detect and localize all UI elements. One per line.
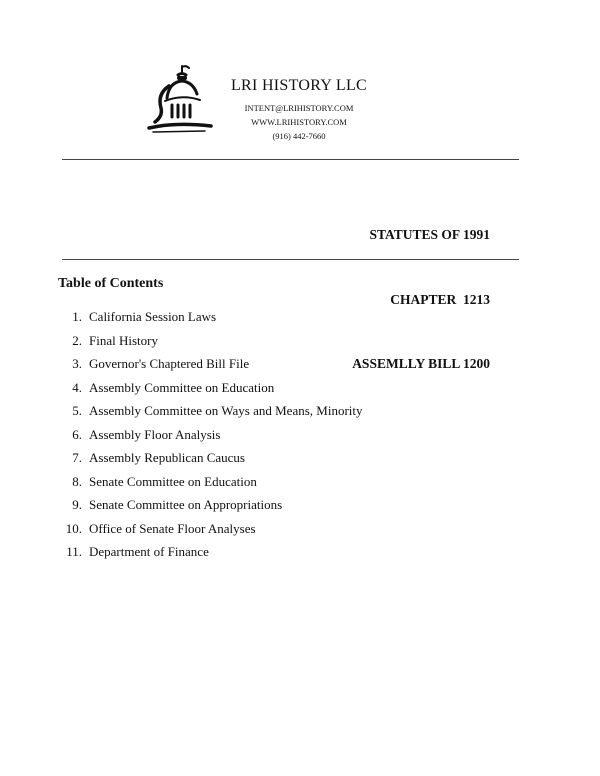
toc-item-number: 8. — [72, 473, 82, 489]
toc-title: Table of Contents — [58, 276, 164, 291]
toc-list — [62, 305, 363, 564]
company-website: WWW.LRIHISTORY.COM — [251, 117, 347, 127]
toc-item-number: 7. — [72, 450, 82, 465]
capitol-dome-logo — [145, 64, 215, 138]
toc-item — [62, 540, 363, 564]
toc-item-number: 11. — [66, 544, 82, 559]
toc-item-number: 2. — [72, 332, 82, 348]
company-email: INTENT@LRIHISTORY.COM — [244, 103, 354, 113]
toc-item-number: 6. — [72, 426, 82, 442]
toc-item — [62, 493, 363, 517]
bottom-divider — [62, 259, 519, 260]
toc-item-number: 4. — [72, 379, 82, 395]
statute-block — [352, 181, 490, 396]
toc-item — [62, 329, 363, 353]
toc-item-number: 5. — [72, 403, 82, 418]
top-divider — [62, 159, 519, 160]
toc-item-number: 3. — [72, 356, 82, 371]
toc-item — [62, 470, 363, 494]
toc-item — [62, 399, 363, 423]
company-name: LRI HISTORY LLC — [230, 77, 368, 94]
toc-item-label: Office of Senate Floor Analyses — [89, 520, 256, 536]
toc-item — [62, 305, 363, 329]
company-phone: (916) 442-7660 — [272, 131, 326, 141]
toc-item-number: 9. — [72, 497, 82, 512]
toc-item-label: Senate Committee on Appropriations — [89, 497, 283, 512]
statute-bill: ASSEMLLY BILL 1200 — [352, 356, 490, 371]
toc-item — [62, 352, 363, 376]
toc-item-label: Assembly Floor Analysis — [89, 426, 221, 442]
toc-item-label: Department of Finance — [89, 544, 209, 559]
toc-item-label: Final History — [89, 332, 158, 348]
toc-item — [62, 446, 363, 470]
toc-item-label: Senate Committee on Education — [89, 473, 257, 489]
statute-year: STATUTES OF 1991 — [369, 227, 490, 242]
toc-item-number: 10. — [65, 520, 82, 536]
toc-item-label: Assembly Committee on Ways and Means, Minority — [89, 403, 363, 418]
statute-chapter: CHAPTER 1213 — [390, 291, 490, 307]
toc-item — [62, 517, 363, 541]
toc-item — [62, 376, 363, 400]
toc-item-label: Governor's Chaptered Bill File — [89, 356, 250, 371]
toc-item-label: California Session Laws — [89, 309, 217, 324]
company-header — [228, 76, 370, 143]
toc-item-label: Assembly Committee on Education — [89, 379, 275, 395]
toc-item-number: 1. — [72, 309, 82, 324]
toc-item — [62, 423, 363, 447]
toc-item-label: Assembly Republican Caucus — [89, 450, 245, 465]
